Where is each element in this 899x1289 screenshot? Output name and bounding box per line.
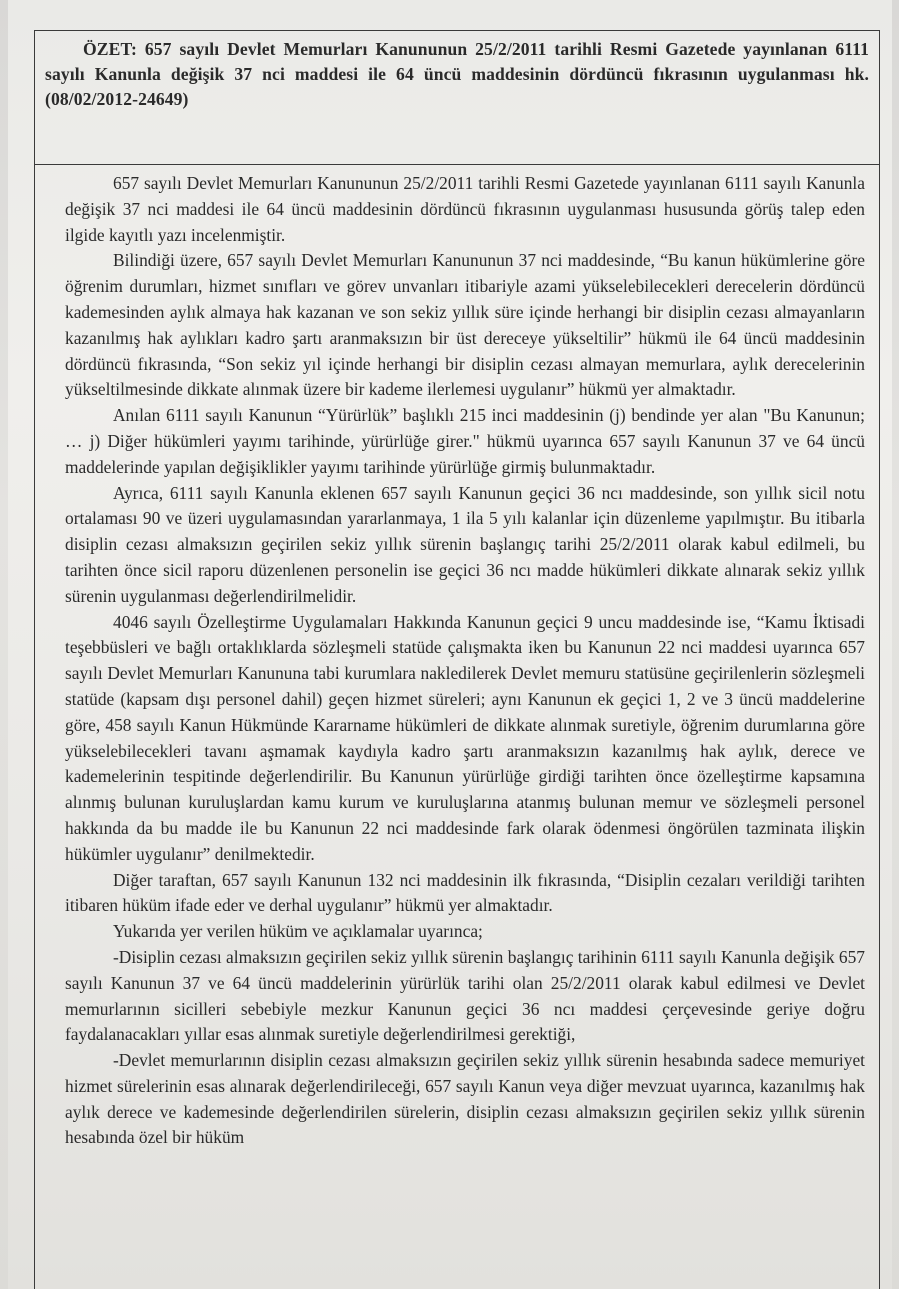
paragraph: -Devlet memurlarının disiplin cezası almaksızın geçirilen sekiz yıllık sürenin hesabında sadece memuriyet hizmet sürelerinin esas alınarak değerlendirileceği, 657 sayılı Kanun veya diğer mevzuat uyarınca, kazanılmış hak aylık derece ve kademesinde değerlendirilen sürelerin, disiplin cezası almaksızın geçirilen sekiz yıllık sürenin hesabında özel bir hüküm bbox=[65, 1050, 865, 1148]
paragraph: Bilindiği üzere, 657 sayılı Devlet Memurları Kanununun 37 nci maddesinde, “Bu kanun hükümlerine göre öğrenim durumları, hizmet sınıfları ve görev unvanları itibariyle azami yükselebilecekleri derecelerin dördüncü kademesinden aylık almaya hak kazanan ve son sekiz yıllık süre içinde herhangi bir disiplin cezası almayanların kazanılmış hak aylıkları kadro şartı aranmaksızın bir üst dereceye yükseltilir” hükmü ile 64 üncü maddesinin dördüncü fıkrasında, “Son sekiz yıl içinde herhangi bir disiplin cezası almayan memurlara, aylık derecelerinin yükseltilmesinde dikkate alınmak üzere bir kademe ilerlemesi uygulanır” hükmü yer almaktadır. bbox=[65, 250, 865, 400]
paragraph: 4046 sayılı Özelleştirme Uygulamaları Hakkında Kanunun geçici 9 uncu maddesinde ise, “Kamu İktisadi teşebbüsleri ve bağlı ortaklıklarda sözleşmeli statüde çalışmakta iken bu Kanunun 22 nci maddesi uyarınca 657 sayılı Devlet Memurları Kanununa tabi kurumlara nakledilerek Devlet memuru statüsüne geçirilenlerin sözleşmeli statüde (kapsam dışı personel dahil) geçen hizmet süreleri; aynı Kanunun ek geçici 1, 2 ve 3 üncü maddelerine göre, 458 sayılı Kanun Hükmünde Kararname hükümleri de dikkate alınmak suretiyle, öğrenim durumlarına göre yükselebilecekleri tavanı aşmamak kaydıyla kadro şartı aranmaksızın kazanılmış hak aylık, derece ve kademelerinin tespitinde değerlendirilir. Bu Kanunun yürürlüğe girdiği tarihten önce özelleştirme kapsamına alınmış bulunan kuruluşlardan kamu kurum ve kuruluşlarına atanmış bulunan memur ve sözleşmeli personel hakkında da bu madde ile bu Kanunun 22 nci maddesinde fark olarak ödenmesi öngörülen tazminata ilişkin hükümler uygulanır” denilmektedir. bbox=[65, 611, 865, 864]
paragraph: Ayrıca, 6111 sayılı Kanunla eklenen 657 sayılı Kanunun geçici 36 ncı maddesinde, son yıllık sicil notu ortalaması 90 ve üzeri uygulamasından yararlanmaya, 1 ila 5 yılı kalanlar için düzenleme yapılmıştır. Bu itibarla disiplin cezası almaksızın geçirilen sekiz yıllık sürenin başlangıç tarihi 25/2/2011 olarak kabul edilmeli, bu tarihten önce sicil raporu düzenlenen personelin ise geçici 36 ncı madde hükümleri dikkate alınarak sekiz yıllık sürenin uygulanması değerlendirilmelidir. bbox=[65, 482, 865, 606]
summary-box bbox=[34, 30, 880, 168]
body-box bbox=[34, 164, 880, 1289]
paragraph: Anılan 6111 sayılı Kanunun “Yürürlük” başlıklı 215 inci maddesinin (j) bendinde yer alan "Bu Kanunun; … j) Diğer hükümleri yayımı tarihinde, yürürlüğe girer." hükmü uyarınca 657 sayılı Kanunun 37 ve 64 üncü maddelerinde yapılan değişiklikler yayımı tarihinde yürürlüğe girmiş bulunmaktadır. bbox=[65, 405, 865, 477]
body-text bbox=[65, 171, 865, 1151]
paragraph: Yukarıda yer verilen hüküm ve açıklamalar uyarınca; bbox=[113, 921, 483, 942]
paragraph: -Disiplin cezası almaksızın geçirilen sekiz yıllık sürenin başlangıç tarihinin 6111 sayılı Kanunla değişik 657 sayılı Kanunun 37 ve 64 üncü maddelerinin yürürlük tarihi olan 25/2/2011 olarak kabul edilmesi ve Devlet memurlarının sicilleri sebebiyle mezkur Kanunun geçici 36 ncı maddesi çerçevesinde geriye doğru faydalanacakları yıllar esas alınmak suretiyle değerlendirilmesi gerektiği, bbox=[65, 946, 865, 1045]
paragraph: Diğer taraftan, 657 sayılı Kanunun 132 nci maddesinin ilk fıkrasında, “Disiplin cezaları verildiği tarihten itibaren hüküm ifade eder ve derhal uygulanır” hükmü yer almaktadır. bbox=[65, 869, 865, 916]
paragraph: 657 sayılı Devlet Memurları Kanununun 25/2/2011 tarihli Resmi Gazetede yayınlanan 6111 sayılı Kanunla değişik 37 nci maddesi ile 64 üncü maddesinin dördüncü fıkrasının uygulanması hususunda görüş talep eden ilgide kayıtlı yazı incelenmiştir. bbox=[65, 173, 865, 245]
summary-text: ÖZET: 657 sayılı Devlet Memurları Kanununun 25/2/2011 tarihli Resmi Gazetede yayınlanan 6111 sayılı Kanunla değişik 37 nci maddesi ile 64 üncü maddesinin dördüncü fıkrasının uygulanması hk. (08/02/2012-24649) bbox=[45, 39, 869, 109]
